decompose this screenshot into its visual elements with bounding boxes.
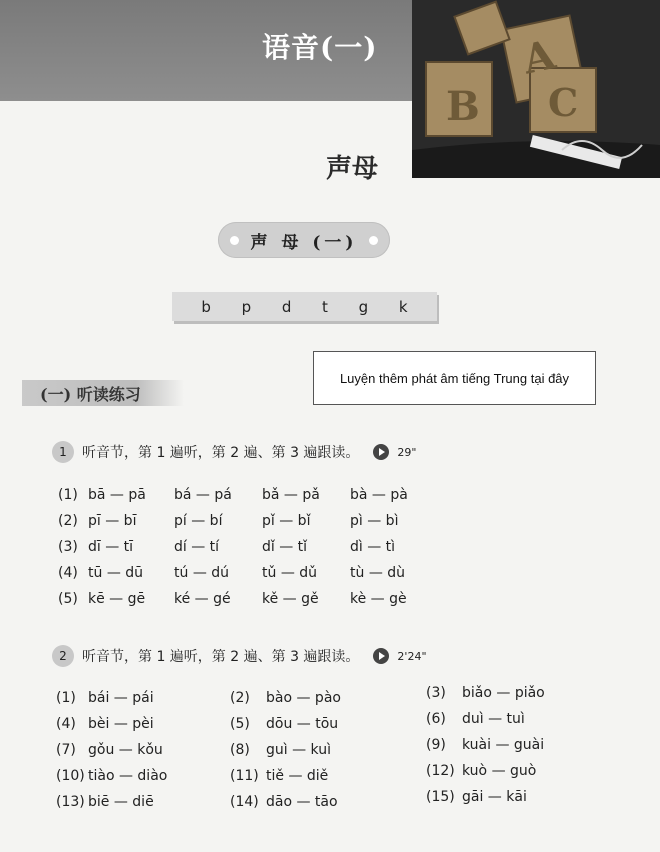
item-index: (15)	[426, 789, 455, 805]
syllable-pair: dì — tì	[350, 539, 396, 555]
audio-duration: 29"	[397, 445, 417, 459]
syllable-pair: gāi — kāi	[462, 789, 527, 805]
syllable-pair: kuò — guò	[462, 763, 537, 779]
syllable-pair: biǎo — piǎo	[462, 685, 545, 701]
item-index: (5)	[230, 716, 250, 732]
syllable-pair: kuài — guài	[462, 737, 545, 753]
section-title: 声母	[326, 154, 379, 184]
item-index: (11)	[230, 768, 259, 784]
syllable-pair: dǐ — tǐ	[262, 539, 308, 555]
syllable-pair: tiě — diě	[266, 768, 329, 784]
item-index: (1)	[56, 690, 76, 706]
lesson-title: 语音(一)	[262, 31, 378, 64]
svg-text:B: B	[446, 83, 480, 130]
syllable-pair: tù — dù	[350, 565, 406, 581]
initial-letter: t	[322, 297, 328, 316]
item-index: (2)	[230, 690, 250, 706]
play-audio-icon[interactable]	[373, 648, 389, 664]
syllable-pair: pì — bì	[350, 513, 399, 529]
syllable-pair: dōu — tōu	[266, 716, 339, 732]
syllable-pair: pī — bī	[88, 513, 137, 529]
syllable-pair: tū — dū	[88, 565, 144, 581]
syllable-pair: bà — pà	[350, 487, 408, 503]
row-index: (4)	[58, 565, 78, 581]
syllable-pair: duì — tuì	[462, 711, 525, 727]
syllable-pair: bái — pái	[88, 690, 154, 706]
audio-duration: 2'24"	[397, 649, 427, 663]
subheading: (一) 听读练习	[22, 380, 184, 406]
item-index: (7)	[56, 742, 76, 758]
dot-icon	[369, 236, 378, 245]
syllable-pair: bá — pá	[174, 487, 232, 503]
initial-letter: d	[281, 297, 292, 316]
initials-pill	[218, 222, 390, 258]
initial-letter: k	[398, 297, 408, 316]
item-index: (13)	[56, 794, 85, 810]
instruction-text: 听音节，第 1 遍听，第 2 遍、第 3 遍跟读。	[82, 649, 360, 665]
item-index: (6)	[426, 711, 446, 727]
item-index: (10)	[56, 768, 85, 784]
syllable-pair: bào — pào	[266, 690, 341, 706]
item-index: (12)	[426, 763, 455, 779]
exercise-2-instruction	[52, 645, 427, 667]
item-index: (4)	[56, 716, 76, 732]
item-index: (8)	[230, 742, 250, 758]
syllable-pair: tiào — diào	[88, 768, 168, 784]
syllable-pair: kě — gě	[262, 591, 319, 607]
initial-letter: g	[358, 297, 369, 316]
instruction-text: 听音节，第 1 遍听，第 2 遍、第 3 遍跟读。	[82, 445, 360, 461]
row-index: (2)	[58, 513, 78, 529]
syllable-pair: tú — dú	[174, 565, 230, 581]
syllable-pair: kè — gè	[350, 591, 407, 607]
dot-icon	[230, 236, 239, 245]
initial-letter: b	[201, 297, 211, 316]
syllable-pair: pí — bí	[174, 513, 223, 529]
syllable-pair: bǎ — pǎ	[262, 487, 320, 503]
syllable-pair: pǐ — bǐ	[262, 513, 311, 529]
syllable-pair: dī — tī	[88, 539, 134, 555]
row-index: (5)	[58, 591, 78, 607]
syllable-pair: ké — gé	[174, 591, 231, 607]
syllable-pair: gǒu — kǒu	[88, 742, 163, 758]
abc-blocks-photo	[412, 0, 660, 178]
syllable-pair: bā — pā	[88, 487, 146, 503]
syllable-pair: tǔ — dǔ	[262, 565, 318, 581]
item-index: (3)	[426, 685, 446, 701]
exercise-number: 1	[52, 441, 74, 463]
play-audio-icon[interactable]	[373, 444, 389, 460]
promo-link-box[interactable]: Luyện thêm phát âm tiếng Trung tại đây	[313, 351, 596, 405]
syllable-pair: dí — tí	[174, 539, 220, 555]
exercise-number: 2	[52, 645, 74, 667]
syllable-pair: bèi — pèi	[88, 716, 154, 732]
item-index: (14)	[230, 794, 259, 810]
exercise-1-instruction	[52, 441, 416, 463]
syllable-pair: guì — kuì	[266, 742, 331, 758]
item-index: (9)	[426, 737, 446, 753]
syllable-pair: biē — diē	[88, 794, 154, 810]
row-index: (1)	[58, 487, 78, 503]
svg-text:C: C	[548, 80, 579, 125]
initial-letter: p	[241, 297, 252, 316]
row-index: (3)	[58, 539, 78, 555]
pill-label: 声 母 (一)	[250, 232, 358, 253]
syllable-pair: dāo — tāo	[266, 794, 338, 810]
svg-text:A: A	[519, 31, 560, 84]
initials-bar	[172, 292, 437, 321]
syllable-pair: kē — gē	[88, 591, 146, 607]
